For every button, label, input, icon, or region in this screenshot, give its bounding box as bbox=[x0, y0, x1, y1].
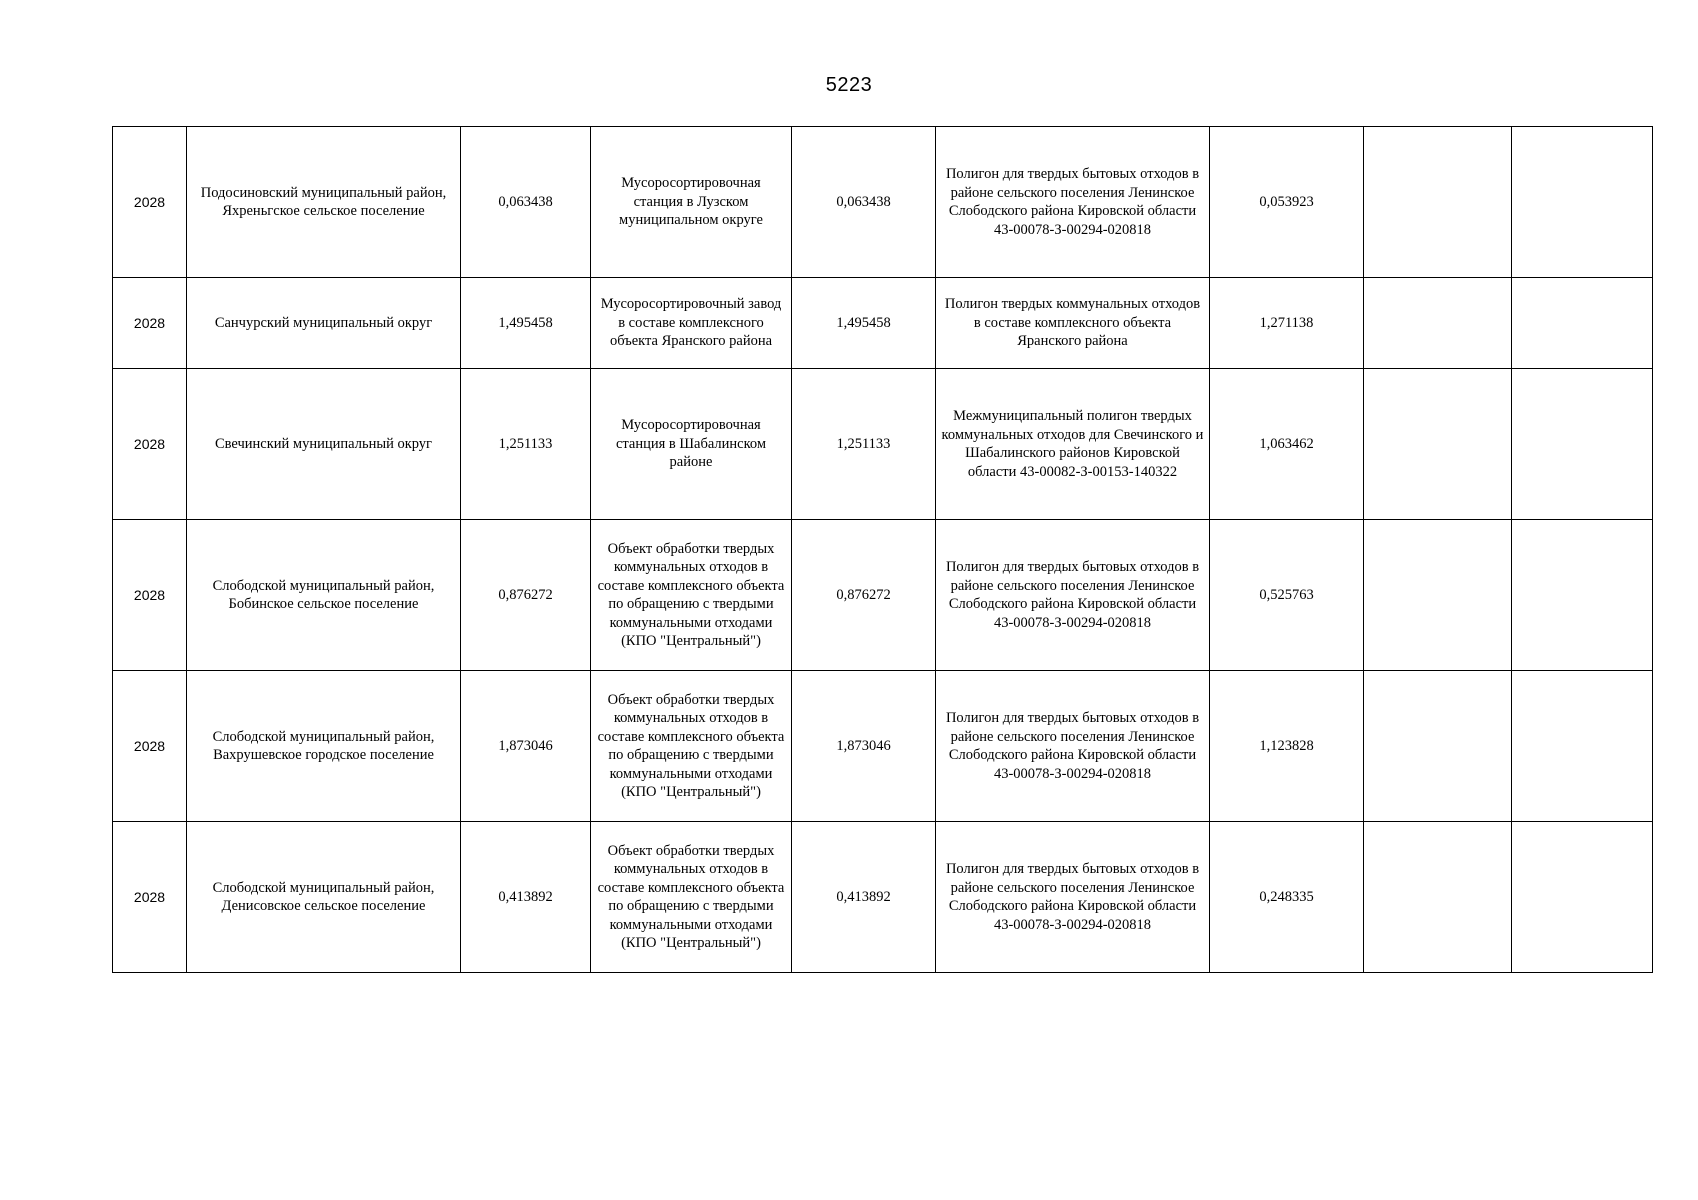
empty-cell bbox=[1364, 520, 1512, 671]
disposal-object-cell: Полигон для твердых бытовых отходов в районе сельского поселения Ленинское Слободского района Кировской области 43-00078-З-00294-020818 bbox=[936, 520, 1210, 671]
volume-cell: 0,876272 bbox=[461, 520, 591, 671]
processing-object-cell: Объект обработки твердых коммунальных отходов в составе комплексного объекта по обращению с твердыми коммунальными отходами (КПО "Центральный") bbox=[591, 822, 792, 973]
processing-object-cell: Объект обработки твердых коммунальных отходов в составе комплексного объекта по обращению с твердыми коммунальными отходами (КПО "Центральный") bbox=[591, 520, 792, 671]
municipality-cell: Слободской муниципальный район, Вахрушевское городское поселение bbox=[187, 671, 461, 822]
table-row bbox=[113, 127, 1653, 278]
processing-volume-cell: 1,873046 bbox=[792, 671, 936, 822]
municipality-cell: Подосиновский муниципальный район, Яхреньгское сельское поселение bbox=[187, 127, 461, 278]
table-row bbox=[113, 369, 1653, 520]
disposal-volume-cell: 0,525763 bbox=[1210, 520, 1364, 671]
processing-volume-cell: 0,876272 bbox=[792, 520, 936, 671]
year-cell: 2028 bbox=[113, 278, 187, 369]
processing-object-cell: Мусоросортировочная станция в Шабалинском районе bbox=[591, 369, 792, 520]
year-cell: 2028 bbox=[113, 127, 187, 278]
processing-volume-cell: 0,063438 bbox=[792, 127, 936, 278]
processing-object-cell: Объект обработки твердых коммунальных отходов в составе комплексного объекта по обращению с твердыми коммунальными отходами (КПО "Центральный") bbox=[591, 671, 792, 822]
disposal-object-cell: Полигон для твердых бытовых отходов в районе сельского поселения Ленинское Слободского района Кировской области 43-00078-З-00294-020818 bbox=[936, 127, 1210, 278]
empty-cell bbox=[1512, 127, 1653, 278]
table-row bbox=[113, 520, 1653, 671]
empty-cell bbox=[1364, 671, 1512, 822]
empty-cell bbox=[1512, 822, 1653, 973]
volume-cell: 1,873046 bbox=[461, 671, 591, 822]
processing-object-cell: Мусоросортировочная станция в Лузском муниципальном округе bbox=[591, 127, 792, 278]
processing-volume-cell: 0,413892 bbox=[792, 822, 936, 973]
empty-cell bbox=[1364, 822, 1512, 973]
disposal-object-cell: Межмуниципальный полигон твердых коммунальных отходов для Свечинского и Шабалинского районов Кировской области 43-00082-З-00153-140322 bbox=[936, 369, 1210, 520]
year-cell: 2028 bbox=[113, 520, 187, 671]
processing-volume-cell: 1,495458 bbox=[792, 278, 936, 369]
disposal-volume-cell: 1,271138 bbox=[1210, 278, 1364, 369]
table-row bbox=[113, 671, 1653, 822]
empty-cell bbox=[1364, 278, 1512, 369]
empty-cell bbox=[1512, 520, 1653, 671]
processing-object-cell: Мусоросортировочный завод в составе комплексного объекта Яранского района bbox=[591, 278, 792, 369]
year-cell: 2028 bbox=[113, 671, 187, 822]
empty-cell bbox=[1512, 278, 1653, 369]
municipality-cell: Свечинский муниципальный округ bbox=[187, 369, 461, 520]
empty-cell bbox=[1512, 671, 1653, 822]
table-row bbox=[113, 822, 1653, 973]
year-cell: 2028 bbox=[113, 822, 187, 973]
disposal-object-cell: Полигон твердых коммунальных отходов в составе комплексного объекта Яранского района bbox=[936, 278, 1210, 369]
volume-cell: 0,063438 bbox=[461, 127, 591, 278]
municipality-cell: Слободской муниципальный район, Денисовское сельское поселение bbox=[187, 822, 461, 973]
disposal-object-cell: Полигон для твердых бытовых отходов в районе сельского поселения Ленинское Слободского района Кировской области 43-00078-З-00294-020818 bbox=[936, 671, 1210, 822]
disposal-volume-cell: 0,248335 bbox=[1210, 822, 1364, 973]
disposal-volume-cell: 1,063462 bbox=[1210, 369, 1364, 520]
waste-flow-table bbox=[112, 126, 1653, 973]
volume-cell: 0,413892 bbox=[461, 822, 591, 973]
volume-cell: 1,495458 bbox=[461, 278, 591, 369]
empty-cell bbox=[1512, 369, 1653, 520]
year-cell: 2028 bbox=[113, 369, 187, 520]
volume-cell: 1,251133 bbox=[461, 369, 591, 520]
municipality-cell: Санчурский муниципальный округ bbox=[187, 278, 461, 369]
processing-volume-cell: 1,251133 bbox=[792, 369, 936, 520]
disposal-volume-cell: 0,053923 bbox=[1210, 127, 1364, 278]
disposal-object-cell: Полигон для твердых бытовых отходов в районе сельского поселения Ленинское Слободского района Кировской области 43-00078-З-00294-020818 bbox=[936, 822, 1210, 973]
municipality-cell: Слободской муниципальный район, Бобинское сельское поселение bbox=[187, 520, 461, 671]
disposal-volume-cell: 1,123828 bbox=[1210, 671, 1364, 822]
table-row bbox=[113, 278, 1653, 369]
page-number: 5223 bbox=[825, 74, 873, 96]
empty-cell bbox=[1364, 127, 1512, 278]
empty-cell bbox=[1364, 369, 1512, 520]
